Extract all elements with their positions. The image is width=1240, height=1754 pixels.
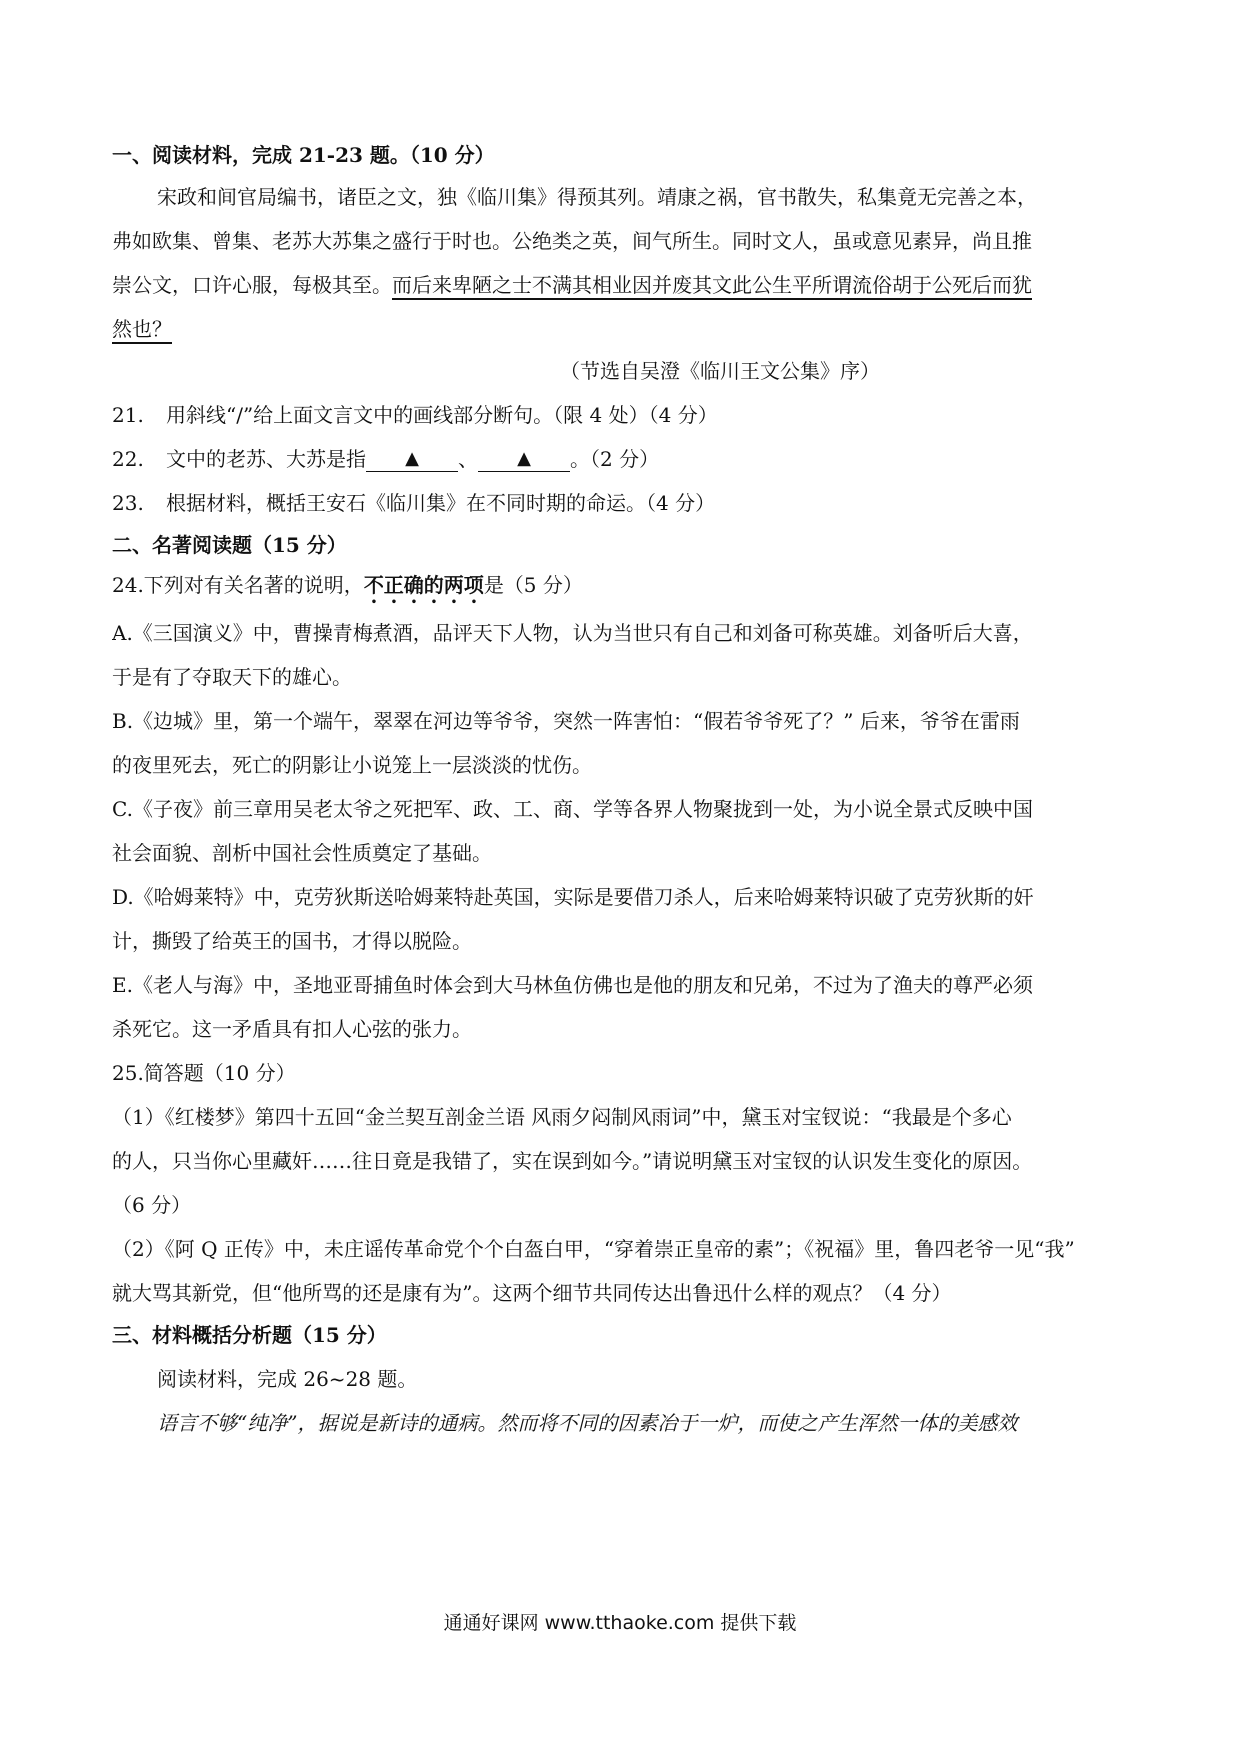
option-e: E.《老人与海》中，圣地亚哥捕鱼时体会到大马林鱼仿佛也是他的朋友和兄弟，不过为了渔夫的尊严必须 [112,973,1033,997]
option-e-cont: 杀死它。这一矛盾具有扣人心弦的张力。 [112,1017,472,1041]
question-suffix: 是（5 分） [483,573,583,597]
triangle-icon: ▲ [517,448,531,469]
footer-credit: 通通好课网 www.tthaoke.com 提供下载 [443,1612,797,1634]
question-text: 文中的老苏、大苏是指 [166,447,366,471]
section3-text: 语言不够“纯净”，据说是新诗的通病。然而将不同的因素冶于一炉，而使之产生浑然一体的美感效 [157,1411,1018,1435]
option-b-cont: 的夜里死去，死亡的阴影让小说笼上一层淡淡的忧伤。 [112,753,592,777]
answer-blank[interactable] [366,445,458,472]
question-text: 用斜线“/”给上面文言文中的画线部分断句。（限 4 处）（4 分） [166,403,718,427]
section3-title: 三、材料概括分析题（15 分） [112,1323,387,1347]
option-c-cont: 社会面貌、剖析中国社会性质奠定了基础。 [112,841,492,865]
question-suffix: 。（2 分） [570,447,660,471]
emphasis-text: 不正确的两项 [363,573,484,597]
section1-title: 一、阅读材料，完成 21-23 题。（10 分） [112,143,495,167]
question-25-title: 25.简答题（10 分） [112,1061,296,1085]
question-25-line: （6 分） [112,1193,192,1217]
question-number: 23. [112,491,144,515]
question-23 [112,488,1132,518]
triangle-icon: ▲ [405,448,419,469]
option-c: C.《子夜》前三章用吴老太爷之死把军、政、工、商、学等各界人物聚拢到一处，为小说全景式反映中国 [112,797,1033,821]
option-d: D.《哈姆莱特》中，克劳狄斯送哈姆莱特赴英国，实际是要借刀杀人，后来哈姆莱特识破了克劳狄斯的奸 [112,885,1034,909]
question-text: 24.下列对有关名著的说明， [112,573,364,597]
option-b: B.《边城》里，第一个端午，翠翠在河边等爷爷，突然一阵害怕：“假若爷爷死了？” 后来，爷爷在雷雨 [112,709,1020,733]
option-d-cont: 计，撕毁了给英王的国书，才得以脱险。 [112,929,472,953]
answer-blank[interactable] [478,445,570,472]
passage-line [112,314,1132,344]
question-25-line: （2）《阿 Q 正传》中，未庄谣传革命党个个白盔白甲，“穿着崇正皇帝的素”；《祝福》里，鲁四老爷一见“我” [112,1237,1075,1261]
question-24 [112,570,1132,608]
question-21 [112,400,1132,430]
question-25-line: 就大骂其新党，但“他所骂的还是康有为”。这两个细节共同传达出鲁迅什么样的观点？（4 分） [112,1281,952,1305]
passage-line: 弗如欧集、曾集、老苏大苏集之盛行于时也。公绝类之英，间气所生。同时文人，虽或意见素异，尚且推 [112,229,1032,253]
section2-title: 二、名著阅读题（15 分） [112,533,347,557]
separator: 、 [458,447,478,471]
underlined-passage: 而后来卑陋之士不满其相业因并废其文此公生平所谓流俗胡于公死后而犹 [392,273,1032,297]
question-number: 21. [112,403,144,427]
question-number: 22. [112,447,144,471]
passage-line: 宋政和间官局编书，诸臣之文，独《临川集》得预其列。靖康之祸，官书散失，私集竟无完善之本， [157,185,1037,209]
passage-source: （节选自吴澄《临川王文公集》序） [560,359,880,383]
passage-line [112,270,1132,300]
question-22 [112,444,1132,474]
question-text: 根据材料，概括王安石《临川集》在不同时期的命运。（4 分） [166,491,716,515]
option-a-cont: 于是有了夺取天下的雄心。 [112,665,352,689]
question-25-line: （1）《红楼梦》第四十五回“金兰契互剖金兰语 风雨夕闷制风雨词”中，黛玉对宝钗说：“我最是个多心 [112,1105,1012,1129]
underlined-passage: 然也？ [112,317,172,341]
option-a: A.《三国演义》中，曹操青梅煮酒，品评天下人物，认为当世只有自己和刘备可称英雄。刘备听后大喜， [112,621,1033,645]
question-25-line: 的人，只当你心里藏奸……往日竟是我错了，实在误到如今。”请说明黛玉对宝钗的认识发生变化的原因。 [112,1149,1033,1173]
section3-intro: 阅读材料，完成 26~28 题。 [157,1367,418,1391]
passage-text: 崇公文，口许心服，每极其至。 [112,273,392,297]
